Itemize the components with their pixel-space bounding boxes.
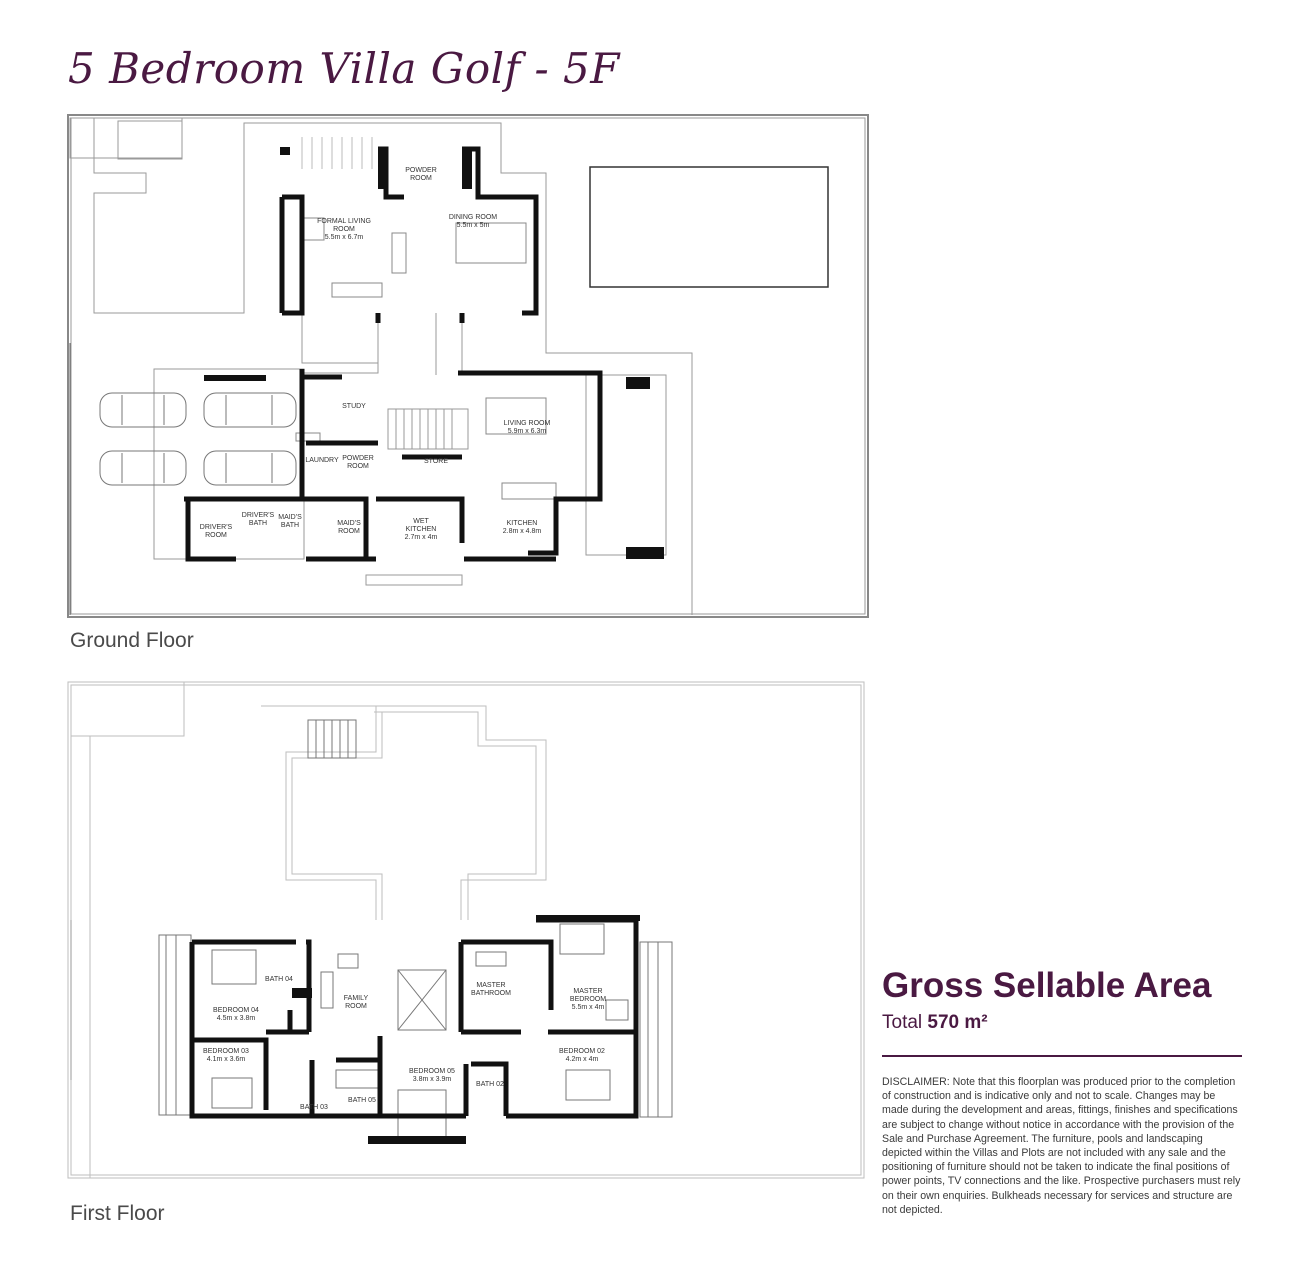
room-label-wet-kitchen-b: KITCHEN	[405, 526, 437, 533]
room-label-bath-05: BATH 05	[348, 1097, 376, 1104]
ground-floor-label: Ground Floor	[70, 629, 194, 652]
room-label-bath-03: BATH 03	[300, 1104, 328, 1111]
first-floor-label: First Floor	[70, 1202, 165, 1225]
room-label-bedroom-04-size: 4.5m x 3.8m	[216, 1015, 256, 1022]
room-label-maids-bath-b: BATH	[280, 522, 300, 529]
room-label-wet-kitchen: WET	[413, 518, 429, 525]
room-label-formal-living: FORMAL LIVING	[317, 218, 371, 225]
divider	[882, 1055, 1242, 1057]
gsa-total-label: Total	[882, 1012, 923, 1033]
room-label-master-bedroom-size: 5.5m x 4m	[571, 1004, 605, 1011]
room-label-master-bedroom-b: BEDROOM	[569, 996, 607, 1003]
room-label-drivers-room-b: ROOM	[205, 532, 227, 539]
room-label-bedroom-02-size: 4.2m x 4m	[565, 1056, 599, 1063]
room-label-powder-1-b: ROOM	[410, 175, 432, 182]
room-label-bath-02: BATH 02	[476, 1081, 504, 1088]
gsa-total	[882, 1012, 1242, 1034]
room-label-store: STORE	[424, 458, 448, 465]
room-label-living-size: 5.9m x 6.3m	[507, 428, 547, 435]
room-label-family-room: FAMILY	[343, 995, 369, 1002]
room-label-family-room-b: ROOM	[345, 1003, 367, 1010]
room-label-maids-room: MAID'S	[337, 520, 361, 527]
room-label-dining-size: 5.5m x 5m	[456, 222, 490, 229]
room-label-living: LIVING ROOM	[503, 420, 551, 427]
first-floor-plan	[66, 680, 866, 1180]
room-label-bedroom-05-size: 3.8m x 3.9m	[412, 1076, 452, 1083]
room-label-wet-kitchen-size: 2.7m x 4m	[404, 534, 438, 541]
room-label-kitchen: KITCHEN	[506, 520, 538, 527]
room-label-master-bathroom: MASTER	[476, 982, 506, 989]
gsa-heading: Gross Sellable Area	[882, 966, 1212, 1005]
room-label-bedroom-02: BEDROOM 02	[559, 1048, 605, 1055]
room-label-bedroom-03-size: 4.1m x 3.6m	[206, 1056, 246, 1063]
room-label-powder-2-b: ROOM	[347, 463, 369, 470]
room-label-powder-2: POWDER	[342, 455, 374, 462]
room-label-maids-bath: MAID'S	[278, 514, 302, 521]
room-label-drivers-room: DRIVER'S	[199, 524, 233, 531]
room-label-bedroom-05: BEDROOM 05	[409, 1068, 455, 1075]
room-label-drivers-bath: DRIVER'S	[241, 512, 275, 519]
room-label-dining: DINING ROOM	[448, 214, 498, 221]
room-label-formal-living-size: 5.5m x 6.7m	[324, 234, 364, 241]
disclaimer-text: DISCLAIMER: Note that this floorplan was produced prior to the completion of construction and is indicative only and not to scale. Changes may be made during the development and areas, fittings, finishes and specifications are subject to change without notice in accordance with the provision of the Sale and Purchase Agreement. The furniture, pools and landscaping depicted within the Villas and Plots are not included with any sale and the positioning of furniture should not be taken to indicate the final positions of power points, TV connections and the like. Prospective purchasers must rely on their own enquiries. Bulkheads necessary for services and structure are not depicted.	[882, 1076, 1241, 1216]
room-label-drivers-bath-b: BATH	[248, 520, 268, 527]
room-label-master-bedroom: MASTER	[573, 988, 603, 995]
gsa-total-value: 570 m²	[927, 1012, 988, 1033]
room-label-bedroom-03: BEDROOM 03	[203, 1048, 249, 1055]
room-label-laundry: LAUNDRY	[305, 457, 339, 464]
room-label-formal-living-b: ROOM	[333, 226, 355, 233]
room-label-maids-room-b: ROOM	[338, 528, 360, 535]
room-label-study: STUDY	[342, 403, 366, 410]
ground-floor-plan	[66, 113, 870, 619]
room-label-powder-1: POWDER	[405, 167, 437, 174]
room-label-master-bathroom-b: BATHROOM	[471, 990, 511, 997]
page-title: 5 Bedroom Villa Golf - 5F	[68, 44, 620, 93]
room-label-bedroom-04: BEDROOM 04	[213, 1007, 259, 1014]
room-label-bath-04: BATH 04	[265, 976, 293, 983]
gross-sellable-area	[882, 966, 1242, 1034]
room-label-kitchen-size: 2.8m x 4.8m	[502, 528, 542, 535]
